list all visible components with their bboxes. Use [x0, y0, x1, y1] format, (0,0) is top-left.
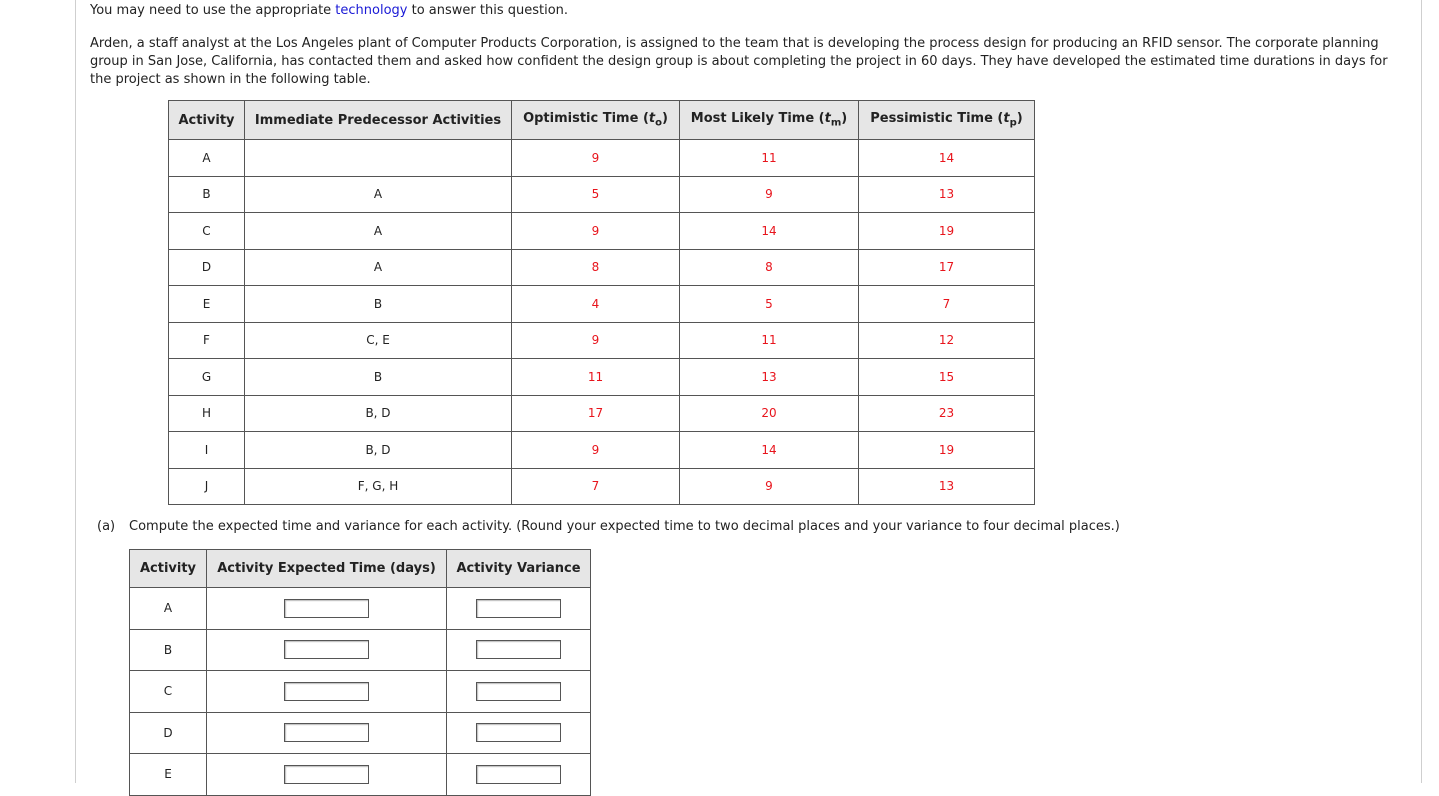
problem-statement: Arden, a staff analyst at the Los Angeles plant of Computer Products Corporation, is assigned to the team that is developing the process design for producing an RFID sensor. The corporate planning group in San Jose, California, has contacted them and asked how confident the design group is about completing the project in 60 days. They have developed the estimated time durations in days for the project as shown in the following table.: [90, 36, 1388, 87]
answer-row: [130, 754, 591, 796]
cell-most-likely: 14: [680, 213, 859, 250]
technology-link[interactable]: technology: [335, 3, 408, 18]
cell-predecessors: A: [245, 249, 512, 286]
answer-activity: B: [130, 629, 207, 671]
header-pessimistic-label: Pessimistic Time (: [870, 111, 1004, 127]
cell-activity: C: [169, 213, 245, 250]
variance-cell: [447, 754, 591, 796]
table-row: [169, 322, 1035, 359]
variance-cell: [447, 671, 591, 713]
cell-most-likely: 14: [680, 432, 859, 469]
table-row: [169, 213, 1035, 250]
header-most-likely-label: Most Likely Time (: [690, 111, 825, 127]
table-row: [169, 432, 1035, 469]
part-a-prompt: [97, 519, 1120, 535]
variance-input-c[interactable]: [476, 682, 561, 701]
header-predecessors: Immediate Predecessor Activities: [245, 101, 512, 140]
answer-activity: D: [130, 712, 207, 754]
intro-after: to answer this question.: [407, 3, 569, 18]
header-optimistic-label: Optimistic Time (: [523, 111, 649, 127]
header-pessimistic: [859, 101, 1035, 140]
cell-pessimistic: 7: [859, 286, 1035, 323]
cell-activity: D: [169, 249, 245, 286]
cell-pessimistic: 14: [859, 140, 1035, 177]
answer-row: [130, 588, 591, 630]
answer-header-variance: Activity Variance: [447, 550, 591, 588]
expected-cell: [207, 754, 447, 796]
header-pessimistic-close: ): [1016, 111, 1023, 127]
cell-optimistic: 9: [512, 432, 680, 469]
expected-time-input-b[interactable]: [284, 640, 369, 659]
cell-predecessors: B: [245, 286, 512, 323]
activity-table-header: [169, 101, 1035, 140]
answer-activity: A: [130, 588, 207, 630]
answer-activity: E: [130, 754, 207, 796]
cell-predecessors: C, E: [245, 322, 512, 359]
expected-time-input-a[interactable]: [284, 599, 369, 618]
cell-predecessors: B: [245, 359, 512, 396]
cell-most-likely: 8: [680, 249, 859, 286]
cell-pessimistic: 19: [859, 213, 1035, 250]
answer-table: [129, 549, 591, 796]
answer-header-activity: Activity: [130, 550, 207, 588]
cell-activity: I: [169, 432, 245, 469]
cell-pessimistic: 13: [859, 176, 1035, 213]
table-row: [169, 140, 1035, 177]
cell-most-likely: 11: [680, 140, 859, 177]
cell-optimistic: 5: [512, 176, 680, 213]
header-most-likely: [680, 101, 859, 140]
variance-input-d[interactable]: [476, 723, 561, 742]
cell-predecessors: [245, 140, 512, 177]
cell-most-likely: 9: [680, 468, 859, 505]
part-a-text: Compute the expected time and variance for each activity. (Round your expected time to two decimal places and your variance to four decimal places.): [129, 519, 1120, 534]
answer-row: [130, 712, 591, 754]
cell-pessimistic: 15: [859, 359, 1035, 396]
cell-optimistic: 9: [512, 322, 680, 359]
expected-cell: [207, 712, 447, 754]
answer-activity: C: [130, 671, 207, 713]
variance-input-b[interactable]: [476, 640, 561, 659]
header-optimistic-close: ): [661, 111, 668, 127]
cell-most-likely: 11: [680, 322, 859, 359]
cell-pessimistic: 13: [859, 468, 1035, 505]
cell-optimistic: 9: [512, 213, 680, 250]
table-row: [169, 468, 1035, 505]
table-row: [169, 176, 1035, 213]
cell-most-likely: 5: [680, 286, 859, 323]
expected-cell: [207, 671, 447, 713]
cell-predecessors: B, D: [245, 395, 512, 432]
expected-cell: [207, 588, 447, 630]
expected-cell: [207, 629, 447, 671]
header-most-likely-sub: m: [830, 117, 842, 129]
cell-optimistic: 4: [512, 286, 680, 323]
cell-activity: B: [169, 176, 245, 213]
table-row: [169, 359, 1035, 396]
variance-cell: [447, 712, 591, 754]
cell-most-likely: 13: [680, 359, 859, 396]
cell-optimistic: 9: [512, 140, 680, 177]
answer-row: [130, 629, 591, 671]
header-most-likely-close: ): [841, 111, 848, 127]
cell-activity: H: [169, 395, 245, 432]
header-optimistic-sub: o: [655, 117, 662, 129]
cell-activity: G: [169, 359, 245, 396]
variance-cell: [447, 629, 591, 671]
expected-time-input-e[interactable]: [284, 765, 369, 784]
expected-time-input-d[interactable]: [284, 723, 369, 742]
cell-optimistic: 17: [512, 395, 680, 432]
cell-predecessors: F, G, H: [245, 468, 512, 505]
cell-most-likely: 9: [680, 176, 859, 213]
cell-most-likely: 20: [680, 395, 859, 432]
cell-pessimistic: 23: [859, 395, 1035, 432]
answer-row: [130, 671, 591, 713]
expected-time-input-c[interactable]: [284, 682, 369, 701]
cell-pessimistic: 12: [859, 322, 1035, 359]
cell-predecessors: B, D: [245, 432, 512, 469]
cell-predecessors: A: [245, 213, 512, 250]
cell-optimistic: 7: [512, 468, 680, 505]
cell-activity: J: [169, 468, 245, 505]
table-row: [169, 286, 1035, 323]
answer-table-header: [130, 550, 591, 588]
cell-activity: A: [169, 140, 245, 177]
intro-text: [90, 3, 568, 19]
header-pessimistic-sub: p: [1009, 117, 1017, 129]
header-activity: Activity: [169, 101, 245, 140]
cell-pessimistic: 19: [859, 432, 1035, 469]
part-a-label: (a): [97, 519, 116, 534]
cell-pessimistic: 17: [859, 249, 1035, 286]
cell-predecessors: A: [245, 176, 512, 213]
variance-cell: [447, 588, 591, 630]
header-optimistic-var: t: [648, 111, 656, 127]
table-row: [169, 249, 1035, 286]
variance-input-a[interactable]: [476, 599, 561, 618]
cell-optimistic: 8: [512, 249, 680, 286]
variance-input-e[interactable]: [476, 765, 561, 784]
table-row: [169, 395, 1035, 432]
answer-header-expected: Activity Expected Time (days): [207, 550, 447, 588]
cell-activity: F: [169, 322, 245, 359]
header-optimistic: [512, 101, 680, 140]
cell-optimistic: 11: [512, 359, 680, 396]
header-most-likely-var: t: [824, 111, 831, 127]
intro-before: You may need to use the appropriate: [90, 3, 336, 18]
header-pessimistic-var: t: [1003, 111, 1010, 127]
cell-activity: E: [169, 286, 245, 323]
activity-times-table: [168, 100, 1035, 505]
